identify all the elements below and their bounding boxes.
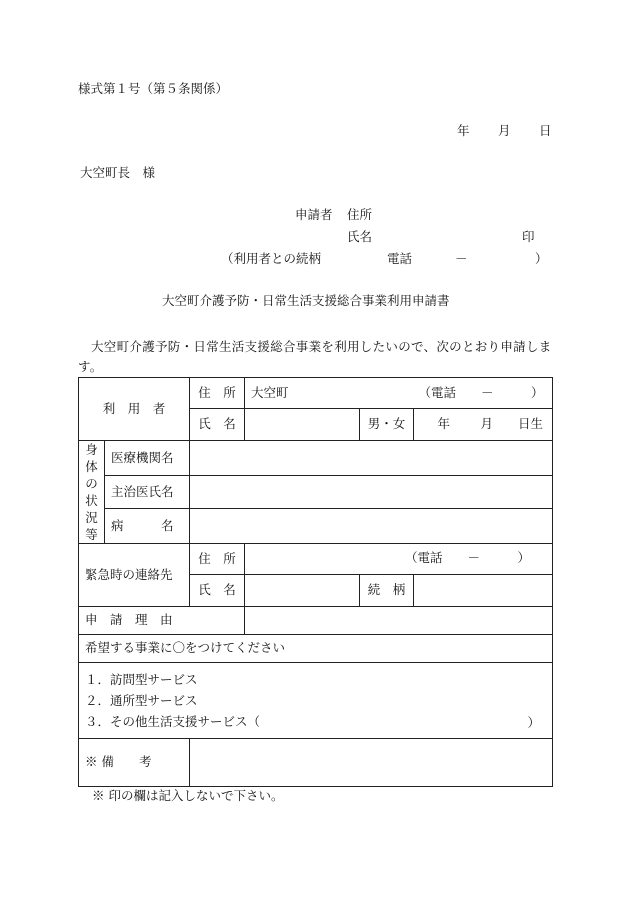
user-address-value: 大空町: [251, 384, 289, 400]
service-option-visit[interactable]: １．訪問型サービス: [85, 672, 198, 687]
applicant-name-label: 氏名: [347, 229, 373, 244]
applicant-phone-dash: －: [455, 251, 468, 266]
service-options[interactable]: [79, 663, 553, 739]
medical-institution-label: 医療機関名: [105, 441, 190, 476]
service-option-daycare[interactable]: ２．通所型サービス: [85, 693, 198, 708]
footnote: ※ 印の欄は記入しないで下さい。: [92, 788, 284, 803]
applicant-address-label: 住所: [347, 207, 373, 222]
birth-month-label: 月: [480, 416, 494, 432]
applicant-title: 申請者: [295, 207, 333, 222]
applicant-close-paren: ）: [535, 251, 548, 266]
service-prompt: 希望する事業に〇をつけてください: [79, 635, 553, 663]
applicant-phone-label: 電話: [387, 251, 413, 266]
ec-relation-label: 続 柄: [360, 575, 414, 607]
birthdate-field[interactable]: [414, 409, 553, 441]
doctor-name-field[interactable]: [190, 475, 553, 509]
remarks-label: ※ 備 考: [79, 739, 190, 787]
user-address-field[interactable]: [245, 378, 553, 409]
relation-label: （利用者との続柄: [221, 251, 322, 266]
date-year-label: 年: [457, 123, 470, 138]
user-name-field[interactable]: [245, 409, 360, 441]
service-close-paren: ）: [527, 714, 541, 730]
disease-name-label: 病 名: [105, 509, 190, 544]
disease-name-field[interactable]: [190, 509, 553, 544]
intro-text: 大空町介護予防・日常生活支援総合事業を利用したいので、次のとおり申請します。: [78, 339, 552, 374]
medical-institution-field[interactable]: [190, 441, 553, 476]
gender-select[interactable]: 男・女: [360, 409, 414, 441]
birth-year-label: 年: [437, 416, 451, 432]
user-phone-paren: （電話 － ）: [418, 384, 544, 400]
date-month-label: 月: [498, 123, 511, 138]
ec-name-field[interactable]: [245, 575, 360, 607]
seal-mark: 印: [522, 229, 535, 244]
service-option-other[interactable]: ３．その他生活支援サービス（: [85, 714, 261, 729]
user-header: 利 用 者: [79, 378, 190, 441]
remarks-field[interactable]: [190, 739, 553, 787]
ec-relation-field[interactable]: [414, 575, 553, 607]
user-name-label: 氏 名: [190, 409, 245, 441]
reason-field[interactable]: [245, 607, 553, 635]
form-number: 様式第１号（第５条関係）: [78, 81, 229, 96]
ec-phone-paren: （電話 － ）: [405, 550, 531, 565]
user-address-label: 住 所: [190, 378, 245, 409]
condition-header: 身 体 の 状 況 等: [79, 441, 105, 544]
doctor-name-label: 主治医氏名: [105, 475, 190, 509]
ec-address-label: 住 所: [190, 544, 245, 575]
birth-day-label: 日生: [518, 416, 544, 432]
application-table: [78, 377, 553, 787]
emergency-contact-header: 緊急時の連絡先: [79, 544, 190, 607]
reason-label: 申 請 理 由: [79, 607, 245, 635]
ec-address-field[interactable]: [245, 544, 553, 575]
ec-name-label: 氏 名: [190, 575, 245, 607]
form-title: 大空町介護予防・日常生活支援総合事業利用申請書: [162, 293, 450, 308]
date-day-label: 日: [539, 123, 552, 138]
addressee: 大空町長 様: [80, 165, 156, 180]
